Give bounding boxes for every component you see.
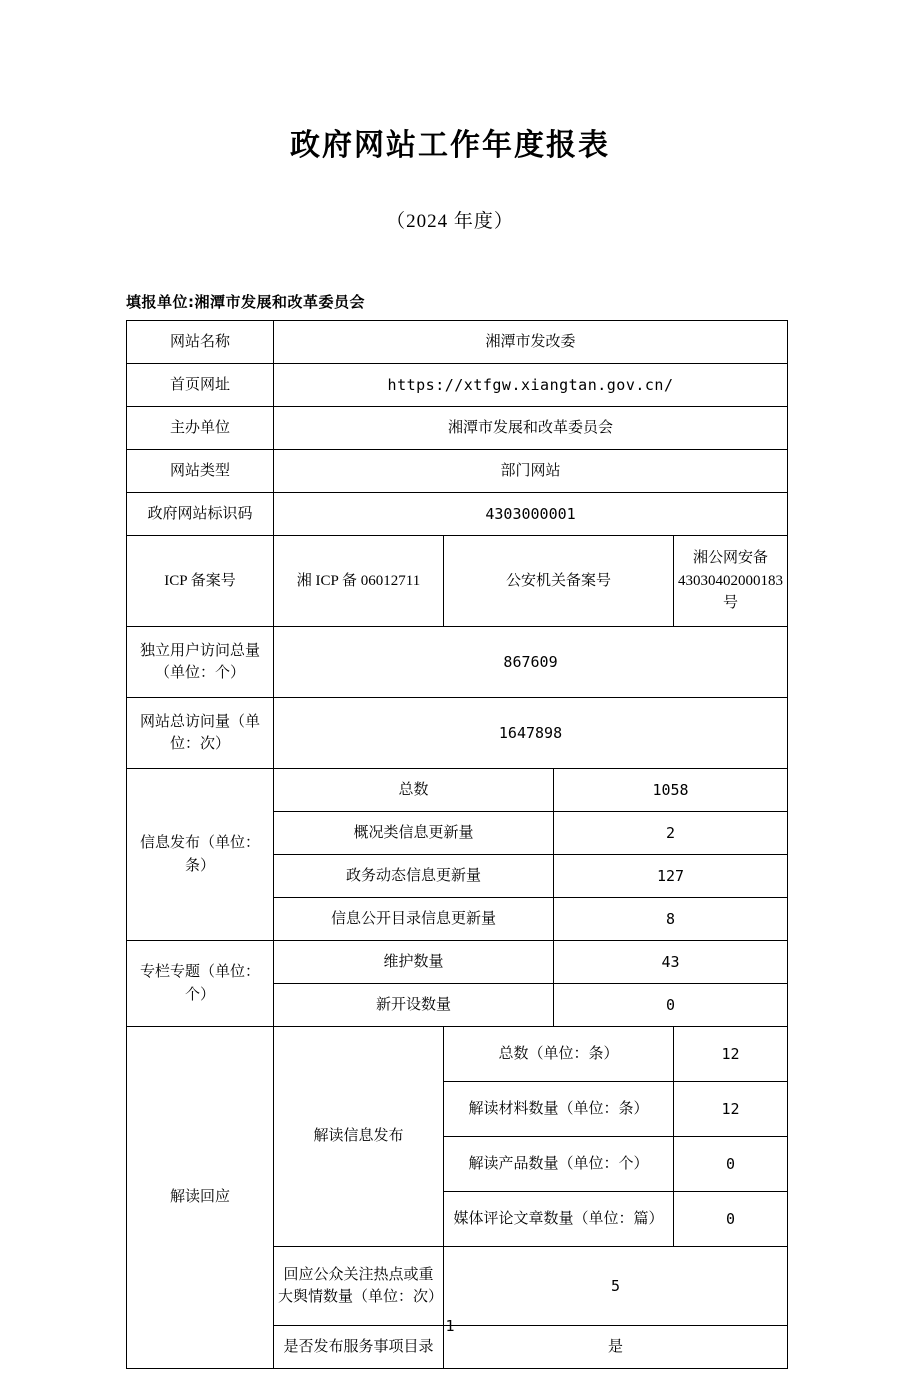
host-unit-label: 主办单位 [127,407,274,450]
info-release-item-name: 总数 [274,769,554,812]
column-topic-label: 专栏专题（单位：个） [127,941,274,1027]
table-row [127,450,788,493]
unique-visitors-value: 867609 [274,627,788,698]
interpretation-label: 解读回应 [127,1027,274,1369]
interpretation-item-value: 0 [674,1192,788,1247]
police-record-label: 公安机关备案号 [444,536,674,627]
info-release-item-value: 1058 [554,769,788,812]
table-row [127,698,788,769]
table-row [127,493,788,536]
hotspot-response-value: 5 [444,1247,788,1326]
interpretation-item-value: 12 [674,1082,788,1137]
annual-report-table [126,320,788,1369]
interpretation-item-name: 解读产品数量（单位：个） [444,1137,674,1192]
interpretation-item-value: 0 [674,1137,788,1192]
filler-unit-line: 填报单位:湘潭市发展和改革委员会 [126,293,366,311]
homepage-value: https://xtfgw.xiangtan.gov.cn/ [274,364,788,407]
interpretation-item-value: 12 [674,1027,788,1082]
service-catalog-label: 是否发布服务事项目录 [274,1326,444,1369]
table-row [127,321,788,364]
interpretation-item-name: 解读材料数量（单位：条） [444,1082,674,1137]
site-code-label: 政府网站标识码 [127,493,274,536]
service-catalog-value: 是 [444,1326,788,1369]
police-record-value: 湘公网安备 43030402000183 号 [674,536,788,627]
table-row [127,627,788,698]
page-title: 政府网站工作年度报表 [290,128,610,163]
column-topic-item-name: 维护数量 [274,941,554,984]
column-topic-item-value: 0 [554,984,788,1027]
table-row [127,536,788,627]
host-unit-value: 湘潭市发展和改革委员会 [274,407,788,450]
page-number: 1 [445,1317,455,1335]
table-row [127,769,788,812]
homepage-label: 首页网址 [127,364,274,407]
info-release-item-value: 127 [554,855,788,898]
site-name-value: 湘潭市发改委 [274,321,788,364]
info-release-item-value: 8 [554,898,788,941]
page-subtitle: （2024 年度） [386,211,514,232]
info-release-item-value: 2 [554,812,788,855]
unique-visitors-label: 独立用户访问总量（单位：个） [127,627,274,698]
interpretation-item-name: 媒体评论文章数量（单位：篇） [444,1192,674,1247]
table-row [127,407,788,450]
interpretation-item-name: 总数（单位：条） [444,1027,674,1082]
info-release-item-name: 政务动态信息更新量 [274,855,554,898]
info-release-item-name: 概况类信息更新量 [274,812,554,855]
document-page [0,120,900,1393]
icp-value: 湘 ICP 备 06012711 [274,536,444,627]
table-row [127,364,788,407]
site-code-value: 4303000001 [274,493,788,536]
icp-label: ICP 备案号 [127,536,274,627]
table-row [127,941,788,984]
interpretation-release-label: 解读信息发布 [274,1027,444,1247]
info-release-label: 信息发布（单位：条） [127,769,274,941]
site-type-label: 网站类型 [127,450,274,493]
total-visits-value: 1647898 [274,698,788,769]
column-topic-item-name: 新开设数量 [274,984,554,1027]
hotspot-response-label: 回应公众关注热点或重大舆情数量（单位：次） [274,1247,444,1326]
info-release-item-name: 信息公开目录信息更新量 [274,898,554,941]
site-type-value: 部门网站 [274,450,788,493]
total-visits-label: 网站总访问量（单位：次） [127,698,274,769]
site-name-label: 网站名称 [127,321,274,364]
table-row [127,1027,788,1082]
column-topic-item-value: 43 [554,941,788,984]
